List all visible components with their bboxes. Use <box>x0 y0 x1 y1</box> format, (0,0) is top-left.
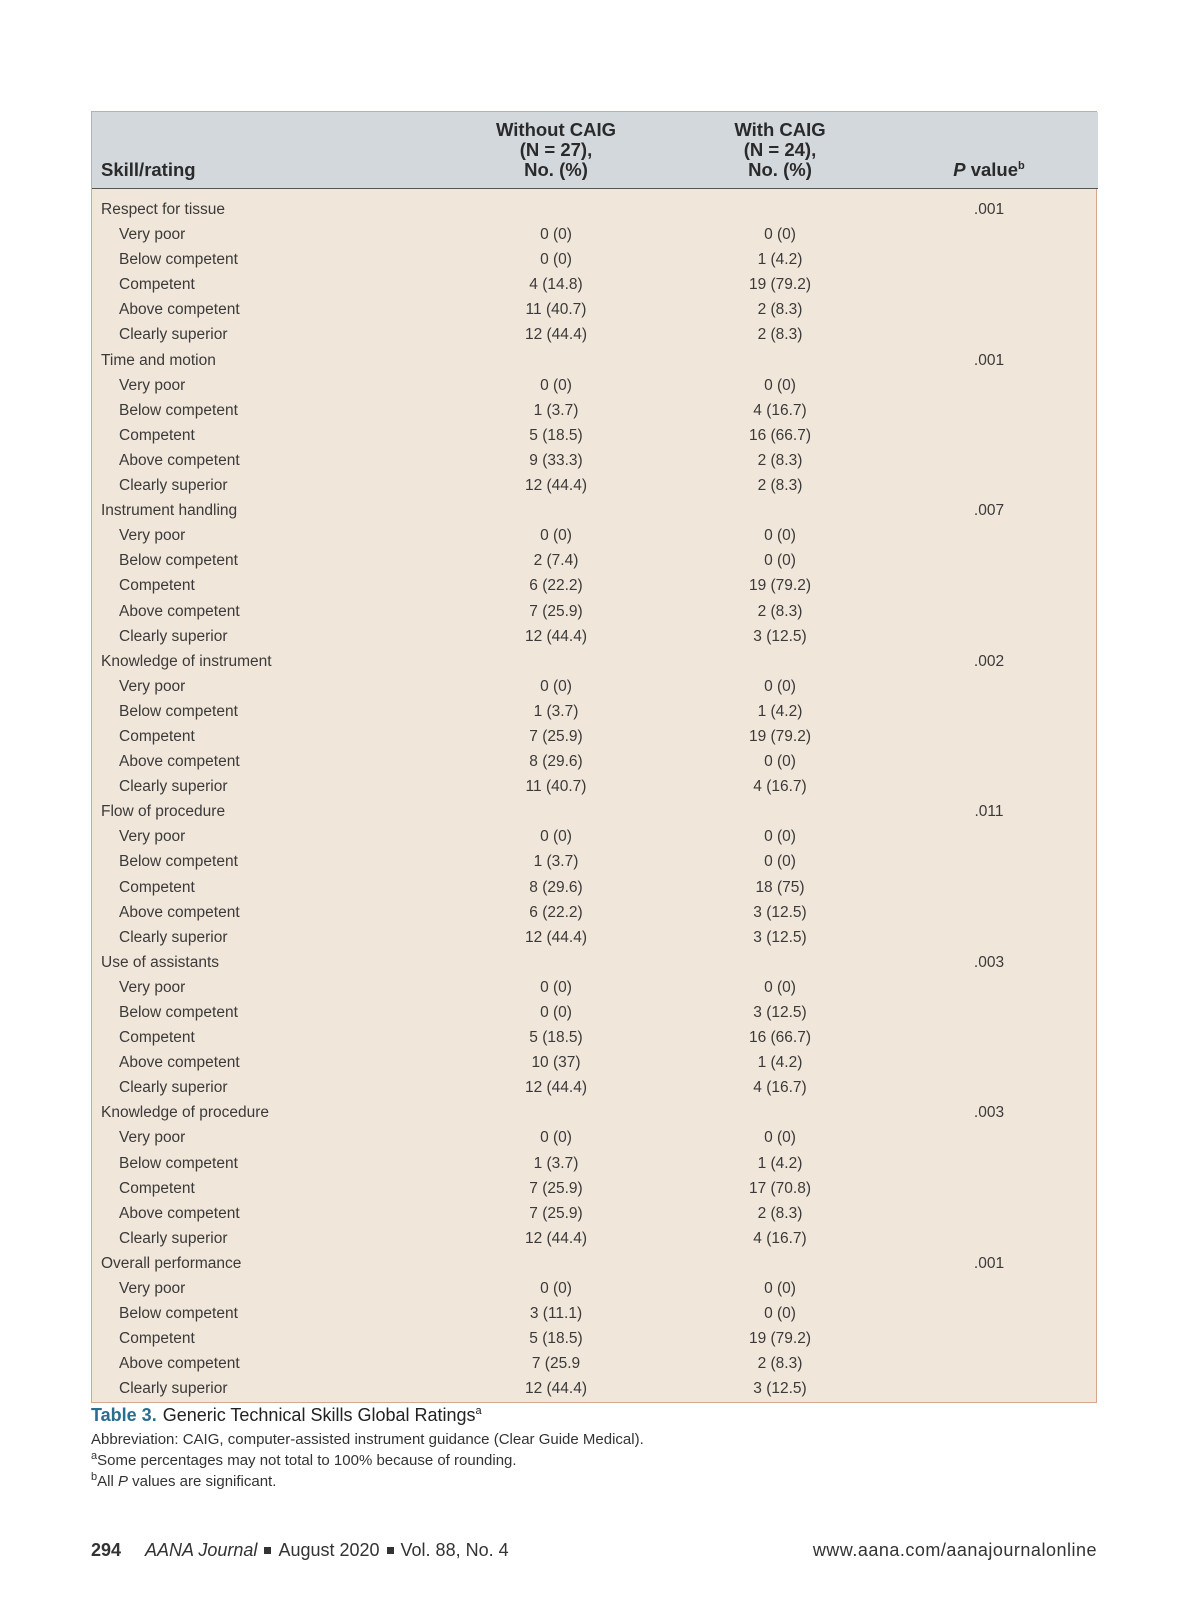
rating-row <box>92 1276 1098 1301</box>
rating-label: Very poor <box>119 376 186 394</box>
with-caig-value: 0 (0) <box>764 1280 796 1298</box>
rating-row <box>92 272 1098 297</box>
without-caig-value: 2 (7.4) <box>533 552 579 570</box>
empty-cell <box>680 1251 880 1276</box>
with-caig-value: 18 (75) <box>755 878 805 896</box>
caption-title: Table 3. Generic Technical Skills Global Ratings$^a$ <box>91 1405 482 1425</box>
skill-name: Use of assistants <box>101 953 220 971</box>
without-caig-value: 0 (0) <box>540 677 572 695</box>
rating-row <box>92 699 1098 724</box>
rating-label: Clearly superior <box>119 477 228 495</box>
rating-label: Clearly superior <box>119 928 228 946</box>
rating-row <box>92 1326 1098 1351</box>
rating-row <box>92 724 1098 749</box>
rating-row <box>92 925 1098 950</box>
skill-name: Knowledge of instrument <box>101 652 272 670</box>
p-value: .003 <box>973 953 1005 971</box>
rating-row <box>92 1025 1098 1050</box>
without-caig-value: 5 (18.5) <box>529 426 583 444</box>
without-caig-value: 1 (3.7) <box>533 853 579 871</box>
empty-cell <box>680 950 880 975</box>
rating-label: Competent <box>119 426 195 444</box>
empty-cell <box>880 699 1098 724</box>
without-caig-value: 12 (44.4) <box>524 1380 588 1398</box>
empty-cell <box>880 448 1098 473</box>
rating-label: Very poor <box>119 226 186 244</box>
rating-label: Competent <box>119 276 195 294</box>
rating-label: Clearly superior <box>119 1079 228 1097</box>
with-caig-value: 17 (70.8) <box>748 1179 812 1197</box>
rating-row <box>92 1176 1098 1201</box>
empty-cell <box>880 322 1098 347</box>
rating-row <box>92 875 1098 900</box>
with-caig-value: 19 (79.2) <box>748 577 812 595</box>
skill-group-row <box>92 1251 1098 1276</box>
with-caig-value: 0 (0) <box>764 552 796 570</box>
rating-label: Below competent <box>119 401 238 419</box>
without-caig-value: 12 (44.4) <box>524 326 588 344</box>
skill-group-row <box>92 950 1098 975</box>
header-without-caig: Without CAIG (N = 27), No. (%) <box>432 112 680 189</box>
rating-label: Above competent <box>119 1355 240 1373</box>
without-caig-value: 1 (3.7) <box>533 1154 579 1172</box>
with-caig-value: 4 (16.7) <box>753 401 807 419</box>
without-caig-value: 0 (0) <box>540 226 572 244</box>
skill-group-row <box>92 498 1098 523</box>
without-caig-value: 6 (22.2) <box>529 577 583 595</box>
without-caig-value: 7 (25.9) <box>529 1204 583 1222</box>
without-caig-value: 0 (0) <box>540 1280 572 1298</box>
with-caig-value: 4 (16.7) <box>753 778 807 796</box>
rating-row <box>92 1201 1098 1226</box>
empty-cell <box>880 1376 1098 1401</box>
empty-cell <box>880 1301 1098 1326</box>
with-caig-value: 1 (4.2) <box>757 702 803 720</box>
with-caig-value: 16 (66.7) <box>748 426 812 444</box>
with-caig-value: 1 (4.2) <box>757 1154 803 1172</box>
skill-group-row <box>92 1100 1098 1125</box>
empty-cell <box>680 348 880 373</box>
empty-cell <box>880 1276 1098 1301</box>
page-number: 294 <box>91 1540 122 1560</box>
empty-cell <box>432 1100 680 1125</box>
p-value: .001 <box>973 351 1005 369</box>
with-caig-value: 19 (79.2) <box>748 1330 812 1348</box>
p-value: .007 <box>973 502 1005 520</box>
empty-cell <box>880 975 1098 1000</box>
rating-label: Below competent <box>119 552 238 570</box>
with-caig-value: 0 (0) <box>764 677 796 695</box>
table-caption <box>91 1405 1101 1492</box>
empty-cell <box>880 548 1098 573</box>
skill-name: Overall performance <box>101 1254 242 1272</box>
without-caig-value: 11 (40.7) <box>525 301 587 319</box>
rating-label: Clearly superior <box>119 1380 228 1398</box>
with-caig-value: 3 (12.5) <box>753 928 807 946</box>
without-caig-value: 12 (44.4) <box>524 1229 588 1247</box>
rating-row <box>92 473 1098 498</box>
rating-label: Competent <box>119 1179 195 1197</box>
without-caig-value: 1 (3.7) <box>533 702 579 720</box>
empty-cell <box>880 272 1098 297</box>
p-value: .002 <box>973 652 1005 670</box>
without-caig-value: 12 (44.4) <box>524 928 588 946</box>
empty-cell <box>880 724 1098 749</box>
rating-label: Above competent <box>119 1204 240 1222</box>
empty-cell <box>680 799 880 824</box>
empty-cell <box>880 398 1098 423</box>
without-caig-value: 7 (25.9) <box>529 727 583 745</box>
rating-label: Clearly superior <box>119 1229 228 1247</box>
header-skill-rating: Skill/rating <box>92 112 432 189</box>
page-footer <box>91 1540 1097 1561</box>
separator-square-icon <box>387 1547 394 1554</box>
with-caig-value: 2 (8.3) <box>757 477 803 495</box>
rating-row <box>92 849 1098 874</box>
rating-row <box>92 1226 1098 1251</box>
empty-cell <box>880 222 1098 247</box>
volume-issue: Vol. 88, No. 4 <box>400 1540 509 1560</box>
rating-label: Competent <box>119 1029 195 1047</box>
with-caig-value: 2 (8.3) <box>757 451 803 469</box>
rating-row <box>92 774 1098 799</box>
rating-label: Below competent <box>119 853 238 871</box>
empty-cell <box>880 749 1098 774</box>
with-caig-value: 3 (12.5) <box>753 1380 807 1398</box>
skill-group-row <box>92 649 1098 674</box>
rating-row <box>92 1351 1098 1376</box>
with-caig-value: 4 (16.7) <box>753 1079 807 1097</box>
with-caig-value: 2 (8.3) <box>757 1204 803 1222</box>
ratings-table <box>92 112 1098 1402</box>
without-caig-value: 7 (25.9) <box>529 1179 583 1197</box>
with-caig-value: 4 (16.7) <box>753 1229 807 1247</box>
without-caig-value: 12 (44.4) <box>524 477 588 495</box>
rating-row <box>92 1151 1098 1176</box>
rating-row <box>92 900 1098 925</box>
rating-label: Below competent <box>119 1004 238 1021</box>
rating-label: Below competent <box>119 251 238 269</box>
rating-row <box>92 322 1098 347</box>
rating-label: Above competent <box>119 301 240 319</box>
rating-label: Very poor <box>119 527 186 545</box>
without-caig-value: 7 (25.9 <box>531 1355 581 1373</box>
empty-cell <box>880 1050 1098 1075</box>
with-caig-value: 0 (0) <box>764 226 796 244</box>
rating-label: Below competent <box>119 1154 238 1172</box>
rating-label: Above competent <box>119 753 240 771</box>
empty-cell <box>680 649 880 674</box>
with-caig-value: 3 (12.5) <box>753 903 807 921</box>
rating-row <box>92 1376 1098 1401</box>
empty-cell <box>680 1100 880 1125</box>
rating-row <box>92 297 1098 322</box>
rating-row <box>92 448 1098 473</box>
without-caig-value: 3 (11.1) <box>529 1305 583 1323</box>
with-caig-value: 3 (12.5) <box>753 1004 807 1021</box>
rating-label: Very poor <box>119 1280 186 1298</box>
without-caig-value: 12 (44.4) <box>524 627 588 645</box>
without-caig-value: 8 (29.6) <box>529 878 583 896</box>
empty-cell <box>432 189 680 223</box>
caption-note-b: $^b$All P values are significant. <box>91 1471 277 1490</box>
ratings-table-panel <box>91 111 1097 1403</box>
skill-name: Respect for tissue <box>101 201 226 218</box>
empty-cell <box>880 423 1098 448</box>
journal-name: AANA Journal <box>145 1540 258 1560</box>
rating-label: Very poor <box>119 677 186 695</box>
p-value: .003 <box>973 1104 1005 1122</box>
rating-label: Clearly superior <box>119 778 228 796</box>
empty-cell <box>880 1151 1098 1176</box>
empty-cell <box>432 950 680 975</box>
with-caig-value: 0 (0) <box>764 1129 796 1147</box>
empty-cell <box>880 1351 1098 1376</box>
empty-cell <box>880 1125 1098 1150</box>
without-caig-value: 1 (3.7) <box>533 401 579 419</box>
empty-cell <box>432 649 680 674</box>
empty-cell <box>880 824 1098 849</box>
empty-cell <box>880 247 1098 272</box>
with-caig-value: 1 (4.2) <box>757 1054 803 1072</box>
with-caig-value: 0 (0) <box>764 853 796 871</box>
with-caig-value: 0 (0) <box>764 978 796 996</box>
rating-label: Above competent <box>119 903 240 921</box>
with-caig-value: 1 (4.2) <box>757 251 803 269</box>
caption-abbreviation: Abbreviation: CAIG, computer-assisted instrument guidance (Clear Guide Medical). <box>91 1431 644 1448</box>
rating-row <box>92 373 1098 398</box>
without-caig-value: 8 (29.6) <box>529 753 583 771</box>
header-p-value: P value$^b$ <box>880 112 1098 189</box>
rating-row <box>92 1301 1098 1326</box>
with-caig-value: 19 (79.2) <box>748 276 812 294</box>
without-caig-value: 6 (22.2) <box>529 903 583 921</box>
empty-cell <box>880 473 1098 498</box>
rating-row <box>92 1050 1098 1075</box>
empty-cell <box>880 1000 1098 1025</box>
rating-row <box>92 423 1098 448</box>
caption-number: Table 3. <box>91 1405 157 1425</box>
skill-name: Instrument handling <box>101 502 238 520</box>
empty-cell <box>880 1326 1098 1351</box>
without-caig-value: 0 (0) <box>540 376 572 394</box>
rating-label: Below competent <box>119 702 238 720</box>
rating-label: Very poor <box>119 828 186 846</box>
issue-date: August 2020 <box>278 1540 380 1560</box>
empty-cell <box>880 1176 1098 1201</box>
p-value: .011 <box>974 803 1004 821</box>
without-caig-value: 9 (33.3) <box>529 451 583 469</box>
empty-cell <box>880 1226 1098 1251</box>
without-caig-value: 0 (0) <box>540 527 572 545</box>
with-caig-value: 2 (8.3) <box>757 1355 803 1373</box>
without-caig-value: 0 (0) <box>540 1004 572 1021</box>
empty-cell <box>880 1025 1098 1050</box>
without-caig-value: 0 (0) <box>540 1129 572 1147</box>
rating-row <box>92 749 1098 774</box>
rating-label: Very poor <box>119 978 186 996</box>
with-caig-value: 19 (79.2) <box>748 727 812 745</box>
empty-cell <box>880 849 1098 874</box>
with-caig-value: 0 (0) <box>764 376 796 394</box>
empty-cell <box>880 925 1098 950</box>
empty-cell <box>880 373 1098 398</box>
without-caig-value: 12 (44.4) <box>524 1079 588 1097</box>
rating-row <box>92 247 1098 272</box>
with-caig-value: 16 (66.7) <box>748 1029 812 1047</box>
with-caig-value: 0 (0) <box>764 828 796 846</box>
rating-row <box>92 1125 1098 1150</box>
header-with-caig: With CAIG (N = 24), No. (%) <box>680 112 880 189</box>
empty-cell <box>880 674 1098 699</box>
skill-group-row <box>92 799 1098 824</box>
without-caig-value: 11 (40.7) <box>525 778 587 796</box>
skill-name: Time and motion <box>101 351 216 369</box>
rating-row <box>92 674 1098 699</box>
without-caig-value: 0 (0) <box>540 251 572 269</box>
empty-cell <box>680 189 880 223</box>
journal-url[interactable]: www.aana.com/aanajournalonline <box>812 1540 1097 1560</box>
empty-cell <box>880 900 1098 925</box>
empty-cell <box>432 799 680 824</box>
without-caig-value: 5 (18.5) <box>529 1029 583 1047</box>
rating-row <box>92 824 1098 849</box>
empty-cell <box>880 297 1098 322</box>
rating-label: Below competent <box>119 1305 238 1323</box>
with-caig-value: 2 (8.3) <box>757 301 803 319</box>
empty-cell <box>432 1251 680 1276</box>
rating-label: Competent <box>119 577 195 595</box>
table-header-row <box>92 112 1098 189</box>
rating-label: Above competent <box>119 1054 240 1072</box>
empty-cell <box>880 1075 1098 1100</box>
rating-row <box>92 624 1098 649</box>
empty-cell <box>880 1201 1098 1226</box>
with-caig-value: 0 (0) <box>764 527 796 545</box>
empty-cell <box>432 348 680 373</box>
rating-row <box>92 523 1098 548</box>
rating-label: Very poor <box>119 1129 186 1147</box>
rating-label: Above competent <box>119 451 240 469</box>
skill-group-row <box>92 348 1098 373</box>
without-caig-value: 0 (0) <box>540 978 572 996</box>
rating-row <box>92 573 1098 598</box>
rating-row <box>92 975 1098 1000</box>
with-caig-value: 2 (8.3) <box>757 326 803 344</box>
table-body <box>92 189 1098 1402</box>
rating-label: Clearly superior <box>119 326 228 344</box>
rating-row <box>92 398 1098 423</box>
empty-cell <box>880 774 1098 799</box>
with-caig-value: 0 (0) <box>764 1305 796 1323</box>
rating-label: Competent <box>119 727 195 745</box>
rating-row <box>92 222 1098 247</box>
rating-label: Clearly superior <box>119 627 228 645</box>
empty-cell <box>880 875 1098 900</box>
without-caig-value: 0 (0) <box>540 828 572 846</box>
without-caig-value: 10 (37) <box>531 1054 581 1072</box>
without-caig-value: 7 (25.9) <box>529 602 583 620</box>
rating-row <box>92 548 1098 573</box>
empty-cell <box>880 523 1098 548</box>
p-value: .001 <box>973 1254 1005 1272</box>
skill-group-row <box>92 189 1098 223</box>
p-value: .001 <box>973 201 1005 218</box>
rating-label: Above competent <box>119 602 240 620</box>
empty-cell <box>432 498 680 523</box>
empty-cell <box>880 573 1098 598</box>
caption-note-a: $^a$Some percentages may not total to 100% because of rounding. <box>91 1450 517 1469</box>
skill-name: Knowledge of procedure <box>101 1104 270 1122</box>
empty-cell <box>880 599 1098 624</box>
without-caig-value: 5 (18.5) <box>529 1330 583 1348</box>
rating-row <box>92 1000 1098 1025</box>
rating-row <box>92 1075 1098 1100</box>
rating-row <box>92 599 1098 624</box>
without-caig-value: 4 (14.8) <box>529 276 583 294</box>
with-caig-value: 0 (0) <box>764 753 796 771</box>
with-caig-value: 2 (8.3) <box>757 602 803 620</box>
with-caig-value: 3 (12.5) <box>753 627 807 645</box>
separator-square-icon <box>264 1547 271 1554</box>
skill-name: Flow of procedure <box>101 803 226 821</box>
empty-cell <box>680 498 880 523</box>
rating-label: Competent <box>119 1330 195 1348</box>
rating-label: Competent <box>119 878 195 896</box>
empty-cell <box>880 624 1098 649</box>
